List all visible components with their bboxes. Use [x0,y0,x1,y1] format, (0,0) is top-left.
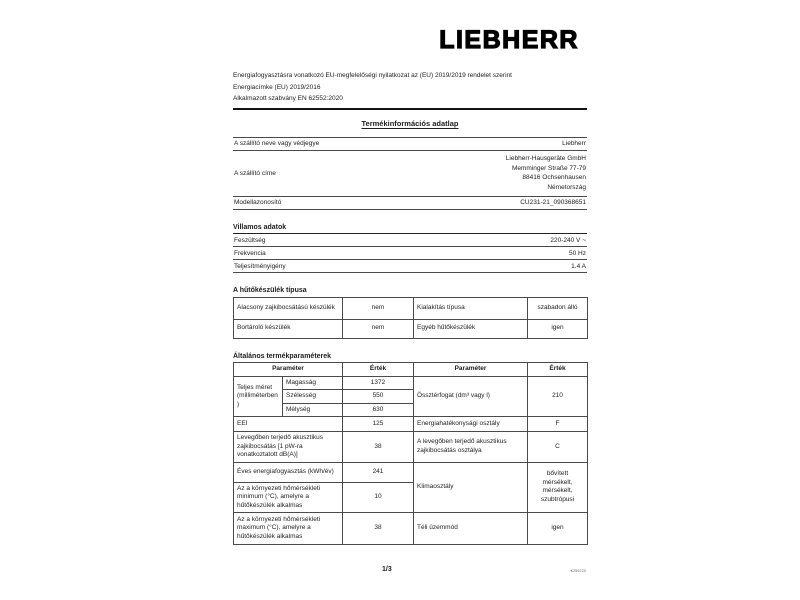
intro-line-regulation: Energiafogyasztásra vonatkozó EU-megfelelőségi nyilatkozat az (EU) 2019/2019 rendelet szerint [233,72,512,79]
appliance-type-heading: A hűtőkészülék típusa [233,287,307,294]
regulation-intro [233,70,587,105]
type-value-cell: igen [528,319,588,338]
type-param-cell: Bortároló készülék [234,319,343,338]
min-ambient-value-cell: 10 [343,482,414,513]
max-ambient-param-cell: Az a környezeti hőmérsékleti maximum (°C), amelyre a hűtőkészülék alkalmas [234,513,343,545]
type-param-cell: Egyéb hűtőkészülék [414,319,528,338]
table-row [234,513,588,545]
supplier-name-value: Liebherr [562,140,586,147]
size-label-cell: Teljes méret (milliméterben) [234,376,283,417]
table-row [234,432,588,463]
frequency-row [233,247,587,260]
type-value-cell: nem [343,297,414,319]
model-id-row [233,197,587,210]
supplier-name-row [233,137,587,151]
supplier-section [233,137,587,210]
header-param-cell: Paraméter [414,363,528,377]
annual-energy-param-cell: Éves energiafogyasztás (kWh/év) [234,462,343,482]
size-sub-cell: Mélység [283,403,343,417]
type-param-cell: Kialakítás típusa [414,297,528,319]
model-id-label: Modellazonosító [234,199,282,206]
general-parameters-heading: Általános termékparaméterek [233,352,332,360]
power-demand-row [233,260,587,273]
winter-mode-param-cell: Téli üzemmód [414,513,528,545]
header-value-cell: Érték [343,363,414,377]
intro-line-energy-label: Energiacímke (EU) 2019/2016 [233,83,321,91]
climate-class-param-cell: Klimaosztály [414,462,528,513]
noise-class-value-cell: C [528,432,588,463]
max-ambient-value-cell: 38 [343,513,414,545]
table-row [234,417,588,432]
annual-energy-value-cell: 241 [343,462,414,482]
energy-class-value-cell: F [528,417,588,432]
noise-class-param-cell: A levegőben terjedő akusztikus zajkibocsátás osztálya [414,432,528,463]
supplier-address-label: A szállító címe [234,169,276,177]
header-value-cell: Érték [528,363,588,377]
size-value-cell: 550 [343,390,414,404]
voltage-value: 220-240 V ~ [550,236,586,244]
electrical-section [233,224,587,274]
document-code: K259220 [570,569,586,573]
table-row [234,297,588,319]
general-parameters-table [233,362,588,545]
table-header-row [234,363,588,377]
address-line-street: Memminger Straße 77-79 [511,164,586,172]
appliance-type-table [233,297,588,339]
type-value-cell: szabadon álló [528,297,588,319]
title-row [233,110,587,137]
climate-class-value-text: bővített mérsékelt, mérsékelt, szubtrópusi [540,470,575,503]
winter-mode-value-cell: igen [528,513,588,545]
size-value-cell: 1372 [343,376,414,390]
energy-class-param-cell: Energiahatékonysági osztály [414,417,528,432]
supplier-address-value [506,153,586,193]
datasheet-page [233,0,587,600]
electrical-heading: Villamos adatok [233,224,587,235]
noise-value-cell: 38 [343,432,414,463]
frequency-label: Frekvencia [234,249,266,257]
supplier-address-row [233,151,587,197]
appliance-type-section [233,287,587,339]
table-row [234,319,588,338]
intro-line-standard: Alkalmazott szabvány EN 62552:2020 [233,95,343,102]
type-param-cell: Alacsony zajkibocsátású készülék [234,297,343,319]
supplier-name-label: A szállító neve vagy védjegye [234,140,320,147]
eei-param-cell: EEI [234,417,343,432]
power-demand-label: Teljesítményigény [234,262,286,270]
min-ambient-param-cell: Az a környezeti hőmérsékleti minimum (°C), amelyre a hűtőkészülék alkalmas [234,482,343,513]
volume-param-cell: Össztérfogat (dm³ vagy l) [414,376,528,417]
power-demand-value: 1.4 A [571,262,586,270]
model-id-value: CU231-21_090368651 [520,199,586,206]
eei-value-cell: 125 [343,417,414,432]
header-param-cell: Paraméter [234,363,343,377]
type-value-cell: nem [343,319,414,338]
size-sub-cell: Magasság [283,376,343,390]
size-value-cell: 630 [343,403,414,417]
page-header [233,0,587,70]
page-title: Termékinformációs adatlap [361,118,459,128]
address-line-company: Liebherr-Hausgeräte GmbH [505,155,586,162]
page-number: 1/3 [382,566,392,573]
address-line-city: 88416 Ochsenhausen [522,174,586,181]
general-parameters-section [233,353,587,546]
voltage-label: Feszültség [234,236,266,244]
noise-param-cell: Levegőben terjedő akusztikus zajkibocsátás [1 pW-ra vonatkoztatott dB(A)] [234,432,343,463]
table-row [234,376,588,390]
size-sub-cell: Szélesség [283,390,343,404]
table-row [234,462,588,482]
frequency-value: 50 Hz [569,249,586,257]
volume-value-cell: 210 [528,376,588,417]
voltage-row [233,234,587,247]
climate-class-value-cell [528,462,588,513]
liebherr-logo: LIEBHERR [439,26,579,54]
address-line-country: Németország [547,183,586,191]
